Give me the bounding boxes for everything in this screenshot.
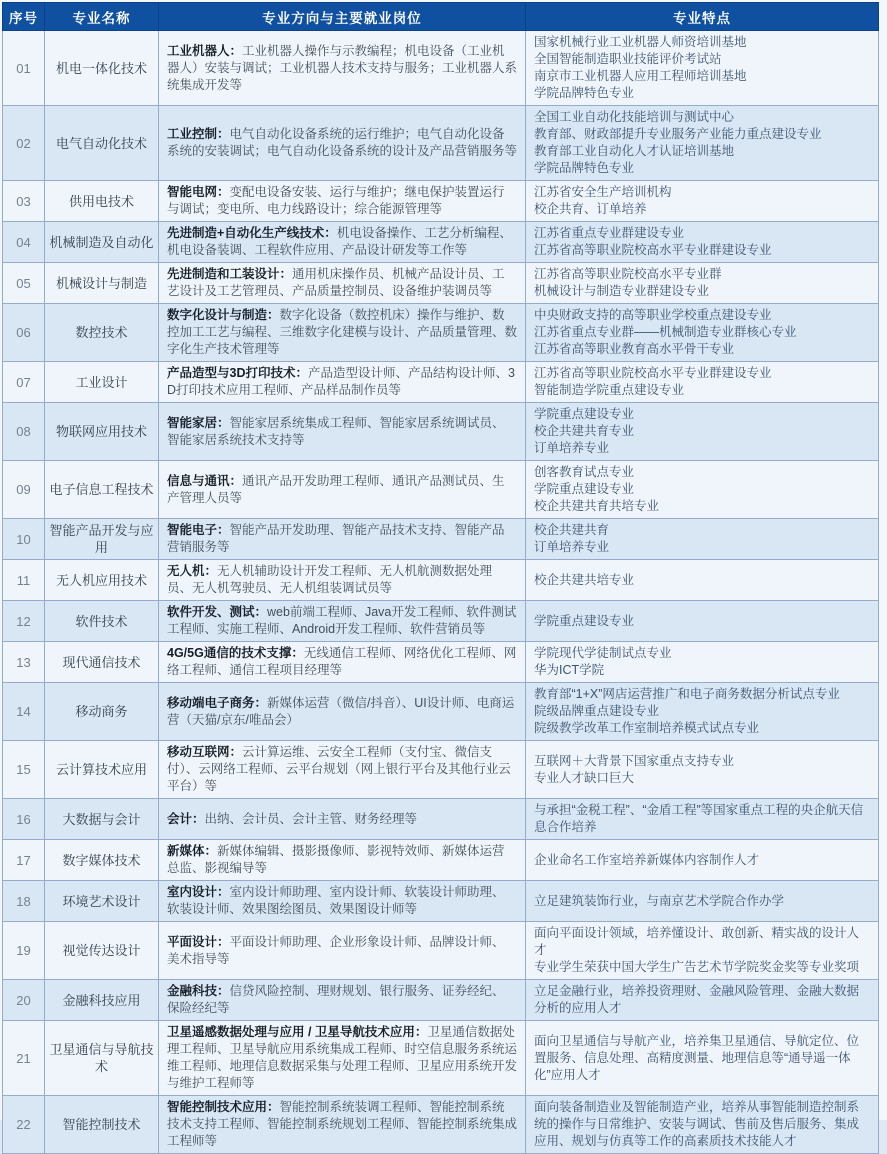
row-number-cell: 05 xyxy=(3,263,45,304)
jobs-cell: 卫星遥感数据处理与应用 / 卫星导航技术应用：卫星通信数据处理工程师、卫星导航应用系统集成工程师、时空信息服务系统运维工程师、地理信息数据采集与处理工程师、卫星应用系统开发与维护工程师等 xyxy=(159,1021,526,1096)
table-row xyxy=(3,741,879,799)
feature-line: 订单培养专业 xyxy=(534,441,610,455)
direction-lead: 工业机器人： xyxy=(167,43,243,58)
feature-line: 全国工业自动化技能培训与测试中心 xyxy=(534,110,735,124)
jobs-cell: 室内设计：室内设计师助理、室内设计师、软装设计师助理、软装设计师、效果图绘图员、效果图设计师等 xyxy=(159,881,526,922)
feature-line: 院级品牌重点建设专业 xyxy=(534,704,660,718)
major-name-cell: 云计算技术应用 xyxy=(45,741,159,799)
row-number-cell: 10 xyxy=(3,519,45,560)
jobs-cell: 会计：出纳、会计员、会计主管、财务经理等 xyxy=(159,799,526,840)
jobs-cell: 移动端电子商务：新媒体运营（微信/抖音）、UI设计师、电商运营（天猫/京东/唯品会） xyxy=(159,683,526,741)
features-cell xyxy=(526,741,879,799)
table-row xyxy=(3,461,879,519)
major-name-cell: 数控技术 xyxy=(45,304,159,362)
jobs-cell: 智能电网：变配电设备安装、运行与维护；继电保护装置运行与调试；变电所、电力线路设计；综合能源管理等 xyxy=(159,181,526,222)
table-row xyxy=(3,31,879,106)
features-cell xyxy=(526,799,879,840)
feature-line: 专业学生荣获中国大学生广告艺术节学院奖金奖等专业奖项 xyxy=(534,960,860,974)
row-number-cell: 13 xyxy=(3,642,45,683)
direction-lead: 无人机： xyxy=(167,564,218,578)
feature-line: 中央财政支持的高等职业学校重点建设专业 xyxy=(534,308,772,322)
direction-lead: 移动端电子商务： xyxy=(167,695,268,710)
feature-line: 智能制造学院重点建设专业 xyxy=(534,383,685,397)
major-name-cell: 物联网应用技术 xyxy=(45,403,159,461)
table-row xyxy=(3,922,879,980)
jobs-cell: 金融科技：信贷风险控制、理财规划、银行服务、证券经纪、保险经纪等 xyxy=(159,980,526,1021)
feature-line: 华为ICT学院 xyxy=(534,663,605,677)
feature-line: 企业命名工作室培养新媒体内容制作人才 xyxy=(534,852,760,867)
jobs-cell: 信息与通讯：通讯产品开发助理工程师、通讯产品测试员、生产管理人员等 xyxy=(159,461,526,519)
row-number-cell: 20 xyxy=(3,980,45,1021)
features-cell xyxy=(526,683,879,741)
table-row xyxy=(3,840,879,881)
table-row xyxy=(3,362,879,403)
major-name-cell: 移动商务 xyxy=(45,683,159,741)
major-name-cell: 卫星通信与导航技术 xyxy=(45,1021,159,1096)
feature-line: 学院品牌特色专业 xyxy=(534,161,635,175)
major-name-cell: 工业设计 xyxy=(45,362,159,403)
feature-line: 机械设计与制造专业群建设专业 xyxy=(534,284,710,298)
feature-line: 江苏省高等职业教育高水平骨干专业 xyxy=(534,342,735,356)
direction-lead: 数字化设计与制造： xyxy=(167,308,280,322)
major-name-cell: 大数据与会计 xyxy=(45,799,159,840)
row-number-cell: 11 xyxy=(3,560,45,601)
table-row xyxy=(3,519,879,560)
feature-line: 校企共育、订单培养 xyxy=(534,202,647,216)
features-cell xyxy=(526,403,879,461)
jobs-cell: 工业控制：电气自动化设备系统的运行维护；电气自动化设备系统的安装调试；电气自动化设备系统的设计及产品营销服务等 xyxy=(159,106,526,181)
direction-lead: 智能控制技术应用： xyxy=(167,1100,280,1114)
feature-line: 学院重点建设专业 xyxy=(534,407,635,421)
table-row xyxy=(3,683,879,741)
row-number-cell: 06 xyxy=(3,304,45,362)
row-number-cell: 02 xyxy=(3,106,45,181)
feature-line: 校企共建共育专业 xyxy=(534,424,635,438)
feature-line: 互联网＋大背景下国家重点支持专业 xyxy=(534,753,735,768)
majors-table xyxy=(2,2,879,1154)
row-number-cell: 04 xyxy=(3,222,45,263)
header-index: 序号 xyxy=(3,3,45,31)
features-cell xyxy=(526,601,879,642)
features-cell xyxy=(526,106,879,181)
jobs-cell: 数字化设计与制造：数字化设备（数控机床）操作与维护、数控加工工艺与编程、三维数字化建模与设计、产品质量管理、数字化生产技术管理等 xyxy=(159,304,526,362)
feature-line: 校企共建共育 xyxy=(534,523,610,537)
row-number-cell: 22 xyxy=(3,1096,45,1154)
row-number-cell: 15 xyxy=(3,741,45,799)
features-cell xyxy=(526,222,879,263)
direction-lead: 新媒体： xyxy=(167,844,218,858)
jobs-cell: 移动互联网：云计算运维、云安全工程师（支付宝、微信支付）、云网络工程师、云平台规划（网上银行平台及其他行业云平台）等 xyxy=(159,741,526,799)
feature-line: 江苏省高等职业院校高水平专业群 xyxy=(534,267,722,281)
row-number-cell: 12 xyxy=(3,601,45,642)
feature-line: 校企共建共培专业 xyxy=(534,572,635,587)
feature-line: 国家机械行业工业机器人师资培训基地 xyxy=(534,35,747,49)
features-cell xyxy=(526,31,879,106)
table-row xyxy=(3,601,879,642)
features-cell xyxy=(526,642,879,683)
feature-line: 专业人才缺口巨大 xyxy=(534,770,635,785)
row-number-cell: 14 xyxy=(3,683,45,741)
major-name-cell: 电子信息工程技术 xyxy=(45,461,159,519)
jobs-cell: 平面设计：平面设计师助理、企业形象设计师、品牌设计师、美术指导等 xyxy=(159,922,526,980)
major-name-cell: 金融科技应用 xyxy=(45,980,159,1021)
feature-line: 南京市工业机器人应用工程师培训基地 xyxy=(534,69,747,83)
feature-line: 江苏省重点专业群——机械制造专业群核心专业 xyxy=(534,325,797,339)
features-cell xyxy=(526,304,879,362)
feature-line: 创客教育试点专业 xyxy=(534,465,635,479)
row-number-cell: 01 xyxy=(3,31,45,106)
table-row xyxy=(3,560,879,601)
feature-line: 学院现代学徒制试点专业 xyxy=(534,646,672,660)
major-name-cell: 现代通信技术 xyxy=(45,642,159,683)
table-row xyxy=(3,980,879,1021)
jobs-cell: 新媒体：新媒体编辑、摄影摄像师、影视特效师、新媒体运营总监、影视编导等 xyxy=(159,840,526,881)
row-number-cell: 09 xyxy=(3,461,45,519)
feature-line: 教育部、财政部提升专业服务产业能力重点建设专业 xyxy=(534,127,822,141)
direction-lead: 移动互联网： xyxy=(167,745,243,759)
major-name-cell: 电气自动化技术 xyxy=(45,106,159,181)
table-header-row xyxy=(3,3,879,31)
feature-line: 学院重点建设专业 xyxy=(534,613,635,628)
jobs-cell: 智能电子：智能产品开发助理、智能产品技术支持、智能产品营销服务等 xyxy=(159,519,526,560)
direction-lead: 智能家居： xyxy=(167,415,230,430)
feature-line: 江苏省重点专业群建设专业 xyxy=(534,226,685,240)
feature-line: 面向平面设计领域，培养懂设计、敢创新、精实战的设计人才 xyxy=(534,926,860,957)
features-cell xyxy=(526,980,879,1021)
majors-table-body xyxy=(3,31,879,1154)
jobs-cell: 智能控制技术应用：智能控制系统装调工程师、智能控制系统技术支持工程师、智能控制系统规划工程师、智能控制系统集成工程师等 xyxy=(159,1096,526,1154)
feature-line: 教育部工业自动化人才认证培训基地 xyxy=(534,144,735,158)
features-cell xyxy=(526,1021,879,1096)
feature-line: 校企共建共育共培专业 xyxy=(534,499,660,513)
major-name-cell: 供用电技术 xyxy=(45,181,159,222)
row-number-cell: 17 xyxy=(3,840,45,881)
features-cell xyxy=(526,181,879,222)
feature-line: 学院重点建设专业 xyxy=(534,482,635,496)
row-number-cell: 07 xyxy=(3,362,45,403)
feature-line: 订单培养专业 xyxy=(534,540,610,554)
direction-lead: 工业控制： xyxy=(167,127,230,141)
direction-lead: 会计： xyxy=(167,811,205,826)
direction-lead: 软件开发、测试： xyxy=(167,605,268,619)
row-number-cell: 03 xyxy=(3,181,45,222)
major-name-cell: 环境艺术设计 xyxy=(45,881,159,922)
major-name-cell: 视觉传达设计 xyxy=(45,922,159,980)
direction-lead: 室内设计： xyxy=(167,885,230,899)
feature-line: 立足金融行业，培养投资理财、金融风险管理、金融大数据分析的应用人才 xyxy=(534,984,860,1015)
table-row xyxy=(3,1021,879,1096)
jobs-cell: 软件开发、测试：web前端工程师、Java开发工程师、软件测试工程师、实施工程师、Android开发工程师、软件营销员等 xyxy=(159,601,526,642)
direction-lead: 智能电子： xyxy=(167,523,230,537)
direction-lead: 先进制造+自动化生产线技术： xyxy=(167,226,337,240)
major-name-cell: 智能控制技术 xyxy=(45,1096,159,1154)
jobs-cell: 先进制造和工装设计：通用机床操作员、机械产品设计员、工艺设计及工艺管理员、产品质量控制员、设备维护装调员等 xyxy=(159,263,526,304)
features-cell xyxy=(526,881,879,922)
feature-line: 面向装备制造业及智能制造产业，培养从事智能制造控制系统的操作与日常维护、安装与调试、售前及售后服务、集成应用、规划与仿真等工作的高素质技术技能人才 xyxy=(534,1100,860,1148)
features-cell xyxy=(526,1096,879,1154)
feature-line: 全国智能制造职业技能评价考试站 xyxy=(534,52,722,66)
jobs-cell: 4G/5G通信的技术支撑：无线通信工程师、网络优化工程师、网络工程师、通信工程项目经理等 xyxy=(159,642,526,683)
jobs-cell: 无人机：无人机辅助设计开发工程师、无人机航测数据处理员、无人机驾驶员、无人机组装调试员等 xyxy=(159,560,526,601)
feature-line: 立足建筑装饰行业，与南京艺术学院合作办学 xyxy=(534,893,785,908)
direction-lead: 智能电网： xyxy=(167,185,230,199)
direction-lead: 4G/5G通信的技术支撑： xyxy=(167,646,304,660)
table-row xyxy=(3,1096,879,1154)
major-name-cell: 数字媒体技术 xyxy=(45,840,159,881)
table-row xyxy=(3,799,879,840)
row-number-cell: 16 xyxy=(3,799,45,840)
major-name-cell: 机械设计与制造 xyxy=(45,263,159,304)
feature-line: 江苏省高等职业院校高水平专业群建设专业 xyxy=(534,366,772,380)
jobs-cell: 先进制造+自动化生产线技术：机电设备操作、工艺分析编程、机电设备装调、工程软件应用、产品设计研发等工作等 xyxy=(159,222,526,263)
major-name-cell: 软件技术 xyxy=(45,601,159,642)
table-row xyxy=(3,642,879,683)
direction-lead: 平面设计： xyxy=(167,934,230,949)
major-name-cell: 机械制造及自动化 xyxy=(45,222,159,263)
header-major: 专业名称 xyxy=(45,3,159,31)
table-row xyxy=(3,881,879,922)
table-row xyxy=(3,304,879,362)
table-row xyxy=(3,263,879,304)
features-cell xyxy=(526,362,879,403)
table-row xyxy=(3,222,879,263)
major-name-cell: 智能产品开发与应用 xyxy=(45,519,159,560)
direction-lead: 先进制造和工装设计： xyxy=(167,267,293,281)
direction-lead: 产品造型与3D打印技术： xyxy=(167,366,308,380)
table-row xyxy=(3,106,879,181)
feature-line: 学院品牌特色专业 xyxy=(534,86,635,100)
header-features: 专业特点 xyxy=(526,3,879,31)
features-cell xyxy=(526,519,879,560)
row-number-cell: 08 xyxy=(3,403,45,461)
features-cell xyxy=(526,560,879,601)
feature-line: 江苏省高等职业院校高水平专业群建设专业 xyxy=(534,243,772,257)
direction-lead: 卫星遥感数据处理与应用 / 卫星导航技术应用： xyxy=(167,1025,428,1039)
row-number-cell: 21 xyxy=(3,1021,45,1096)
feature-line: 与承担“金税工程”、“金盾工程”等国家重点工程的央企航天信息合作培养 xyxy=(534,803,864,834)
row-number-cell: 18 xyxy=(3,881,45,922)
table-row xyxy=(3,403,879,461)
jobs-cell: 智能家居：智能家居系统集成工程师、智能家居系统调试员、智能家居系统技术支持等 xyxy=(159,403,526,461)
feature-line: 江苏省安全生产培训机构 xyxy=(534,185,672,199)
features-cell xyxy=(526,840,879,881)
row-number-cell: 19 xyxy=(3,922,45,980)
jobs-cell: 产品造型与3D打印技术：产品造型设计师、产品结构设计师、3D打印技术应用工程师、产品样品制作员等 xyxy=(159,362,526,403)
features-cell xyxy=(526,922,879,980)
features-cell xyxy=(526,263,879,304)
jobs-cell: 工业机器人：工业机器人操作与示教编程；机电设备（工业机器人）安装与调试；工业机器人技术支持与服务；工业机器人系统集成开发等 xyxy=(159,31,526,106)
major-name-cell: 机电一体化技术 xyxy=(45,31,159,106)
feature-line: 教育部“1+X”网店运营推广和电子商务数据分析试点专业 xyxy=(534,687,840,701)
table-row xyxy=(3,181,879,222)
header-jobs: 专业方向与主要就业岗位 xyxy=(159,3,526,31)
direction-lead: 信息与通讯： xyxy=(167,473,243,488)
major-name-cell: 无人机应用技术 xyxy=(45,560,159,601)
features-cell xyxy=(526,461,879,519)
feature-line: 院级教学改革工作室制培养模式试点专业 xyxy=(534,721,760,735)
direction-lead: 金融科技： xyxy=(167,984,230,998)
feature-line: 面向卫星通信与导航产业，培养集卫星通信、导航定位、位置服务、信息处理、高精度测量、地理信息等“通导遥一体化”应用人才 xyxy=(534,1033,860,1082)
